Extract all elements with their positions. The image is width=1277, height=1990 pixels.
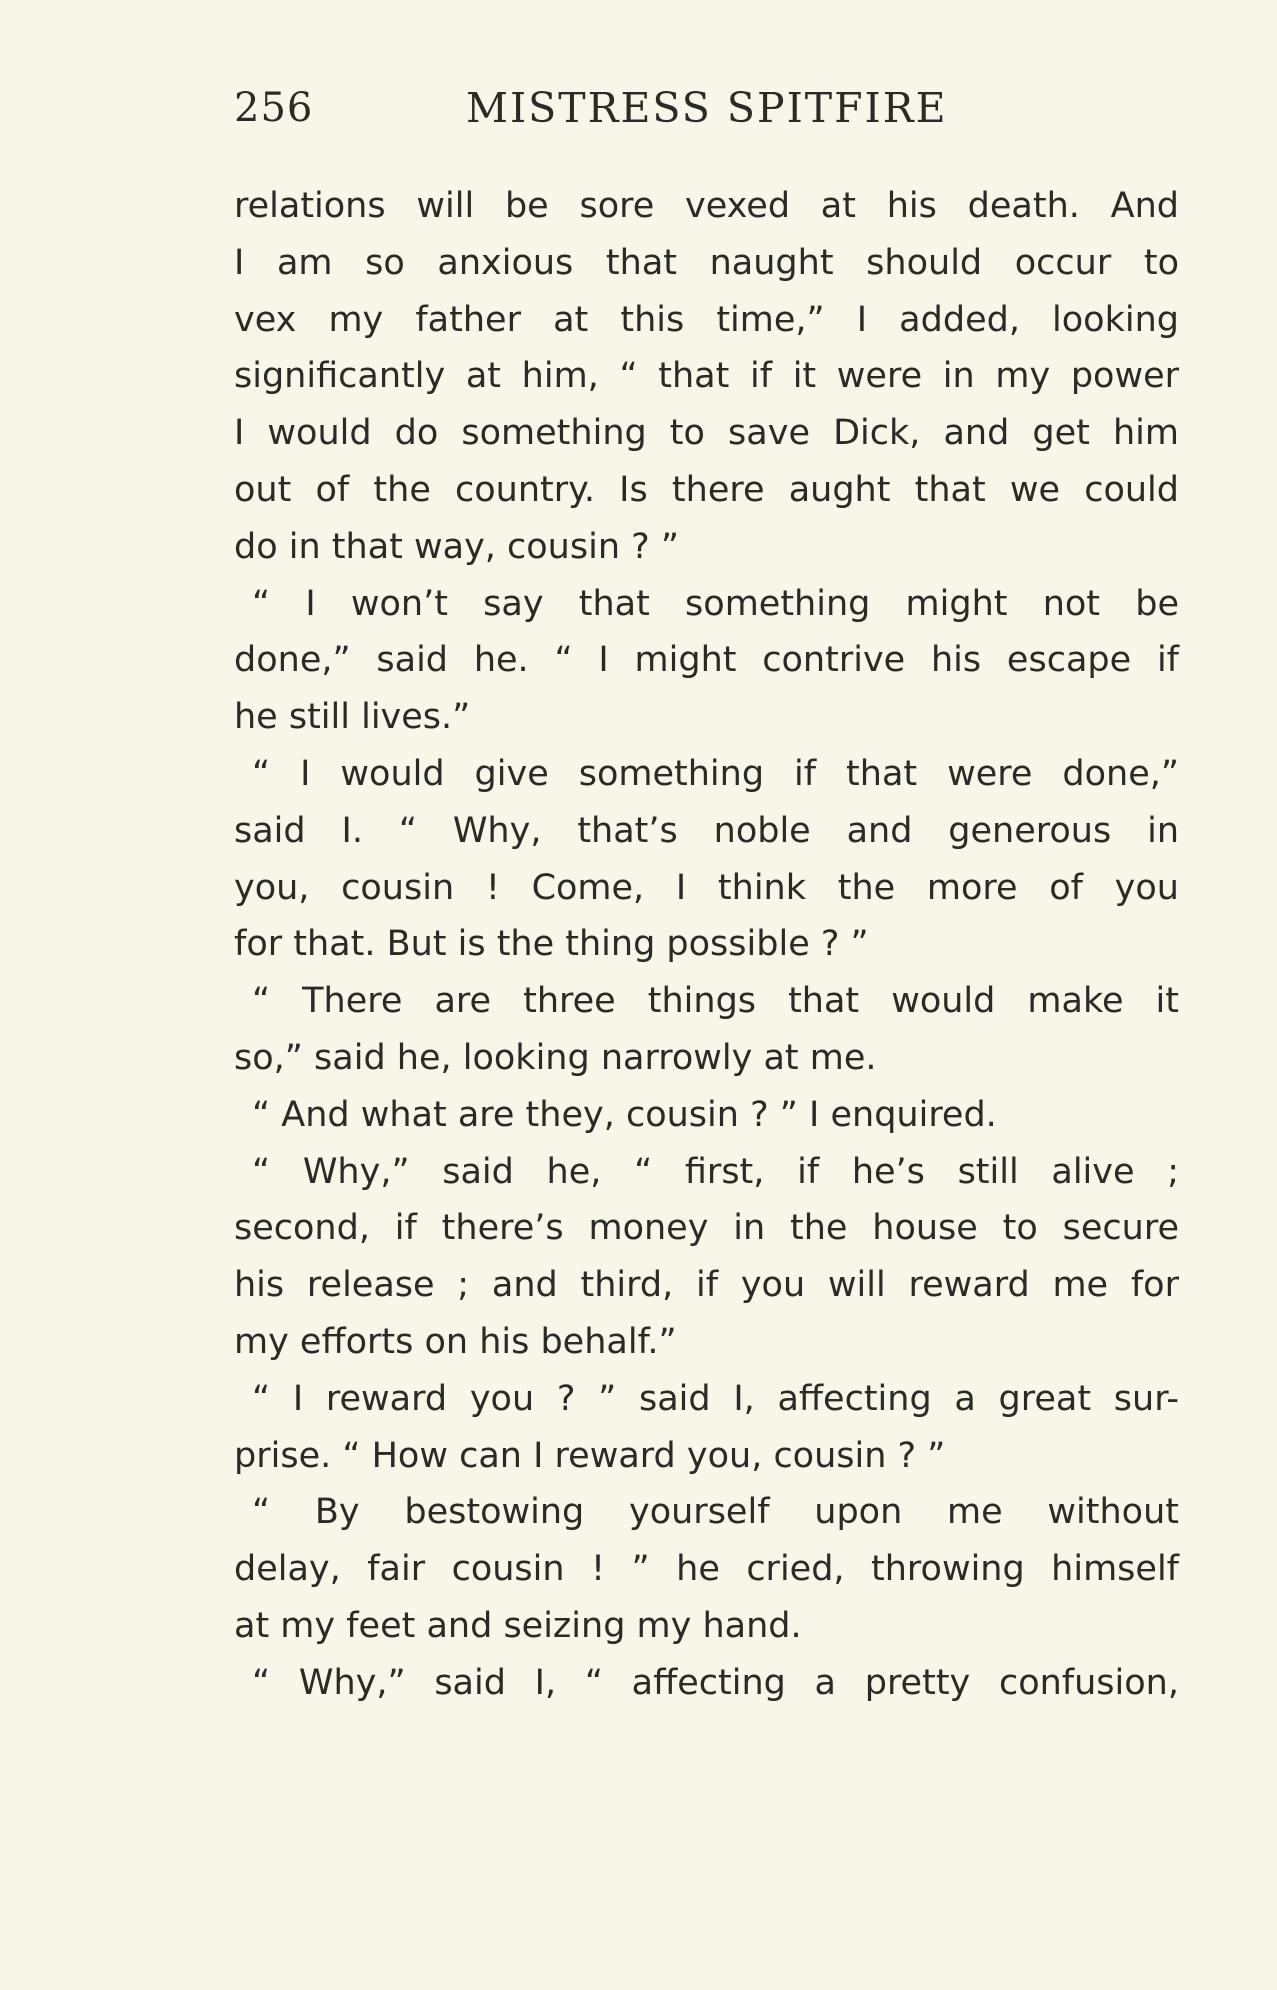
text-line: second, if there’s money in the house to secure <box>234 1208 1179 1249</box>
running-title: MISTRESS SPITFIRE <box>466 84 948 132</box>
text-line: vex my father at this time,” I added, looking <box>234 299 1179 340</box>
text-line: I would do something to save Dick, and get him <box>234 413 1179 454</box>
text-line: you, cousin ! Come, I think the more of you <box>234 867 1179 908</box>
text-line: “ Why,” said I, “ affecting a pretty confusion, <box>252 1662 1179 1703</box>
text-line: “ I reward you ? ” said I, affecting a great sur- <box>252 1378 1179 1419</box>
text-line: out of the country. Is there aught that we could <box>234 469 1179 510</box>
text-line: “ There are three things that would make it <box>252 981 1179 1022</box>
text-line: for that. But is the thing possible ? ” <box>234 924 869 965</box>
text-line: “ I would give something if that were done,” <box>252 753 1179 794</box>
text-line: do in that way, cousin ? ” <box>234 526 679 567</box>
text-line: “ By bestowing yourself upon me without <box>252 1492 1179 1533</box>
text-line: relations will be sore vexed at his death. And <box>234 186 1179 226</box>
text-line: delay, fair cousin ! ” he cried, throwing himself <box>234 1549 1179 1590</box>
text-line: said I. “ Why, that’s noble and generous in <box>234 810 1179 851</box>
text-line: “ And what are they, cousin ? ” I enquired. <box>252 1094 997 1135</box>
text-line: my efforts on his behalf.” <box>234 1321 677 1362</box>
text-line: prise. “ How can I reward you, cousin ? ” <box>234 1435 946 1476</box>
text-line: he still lives.” <box>234 697 471 738</box>
text-line: at my feet and seizing my hand. <box>234 1605 802 1646</box>
text-line: “ I won’t say that something might not be <box>252 583 1179 624</box>
text-line: done,” said he. “ I might contrive his escape if <box>234 640 1179 681</box>
text-line: his release ; and third, if you will reward me for <box>234 1265 1179 1306</box>
text-line: I am so anxious that naught should occur to <box>234 242 1179 283</box>
page-header <box>234 78 1184 138</box>
body-text <box>234 178 1179 1712</box>
page-number: 256 <box>234 85 314 131</box>
text-line: so,” said he, looking narrowly at me. <box>234 1037 877 1078</box>
text-line: significantly at him, “ that if it were in my power <box>234 356 1179 397</box>
text-line: “ Why,” said he, “ first, if he’s still alive ; <box>252 1151 1179 1192</box>
